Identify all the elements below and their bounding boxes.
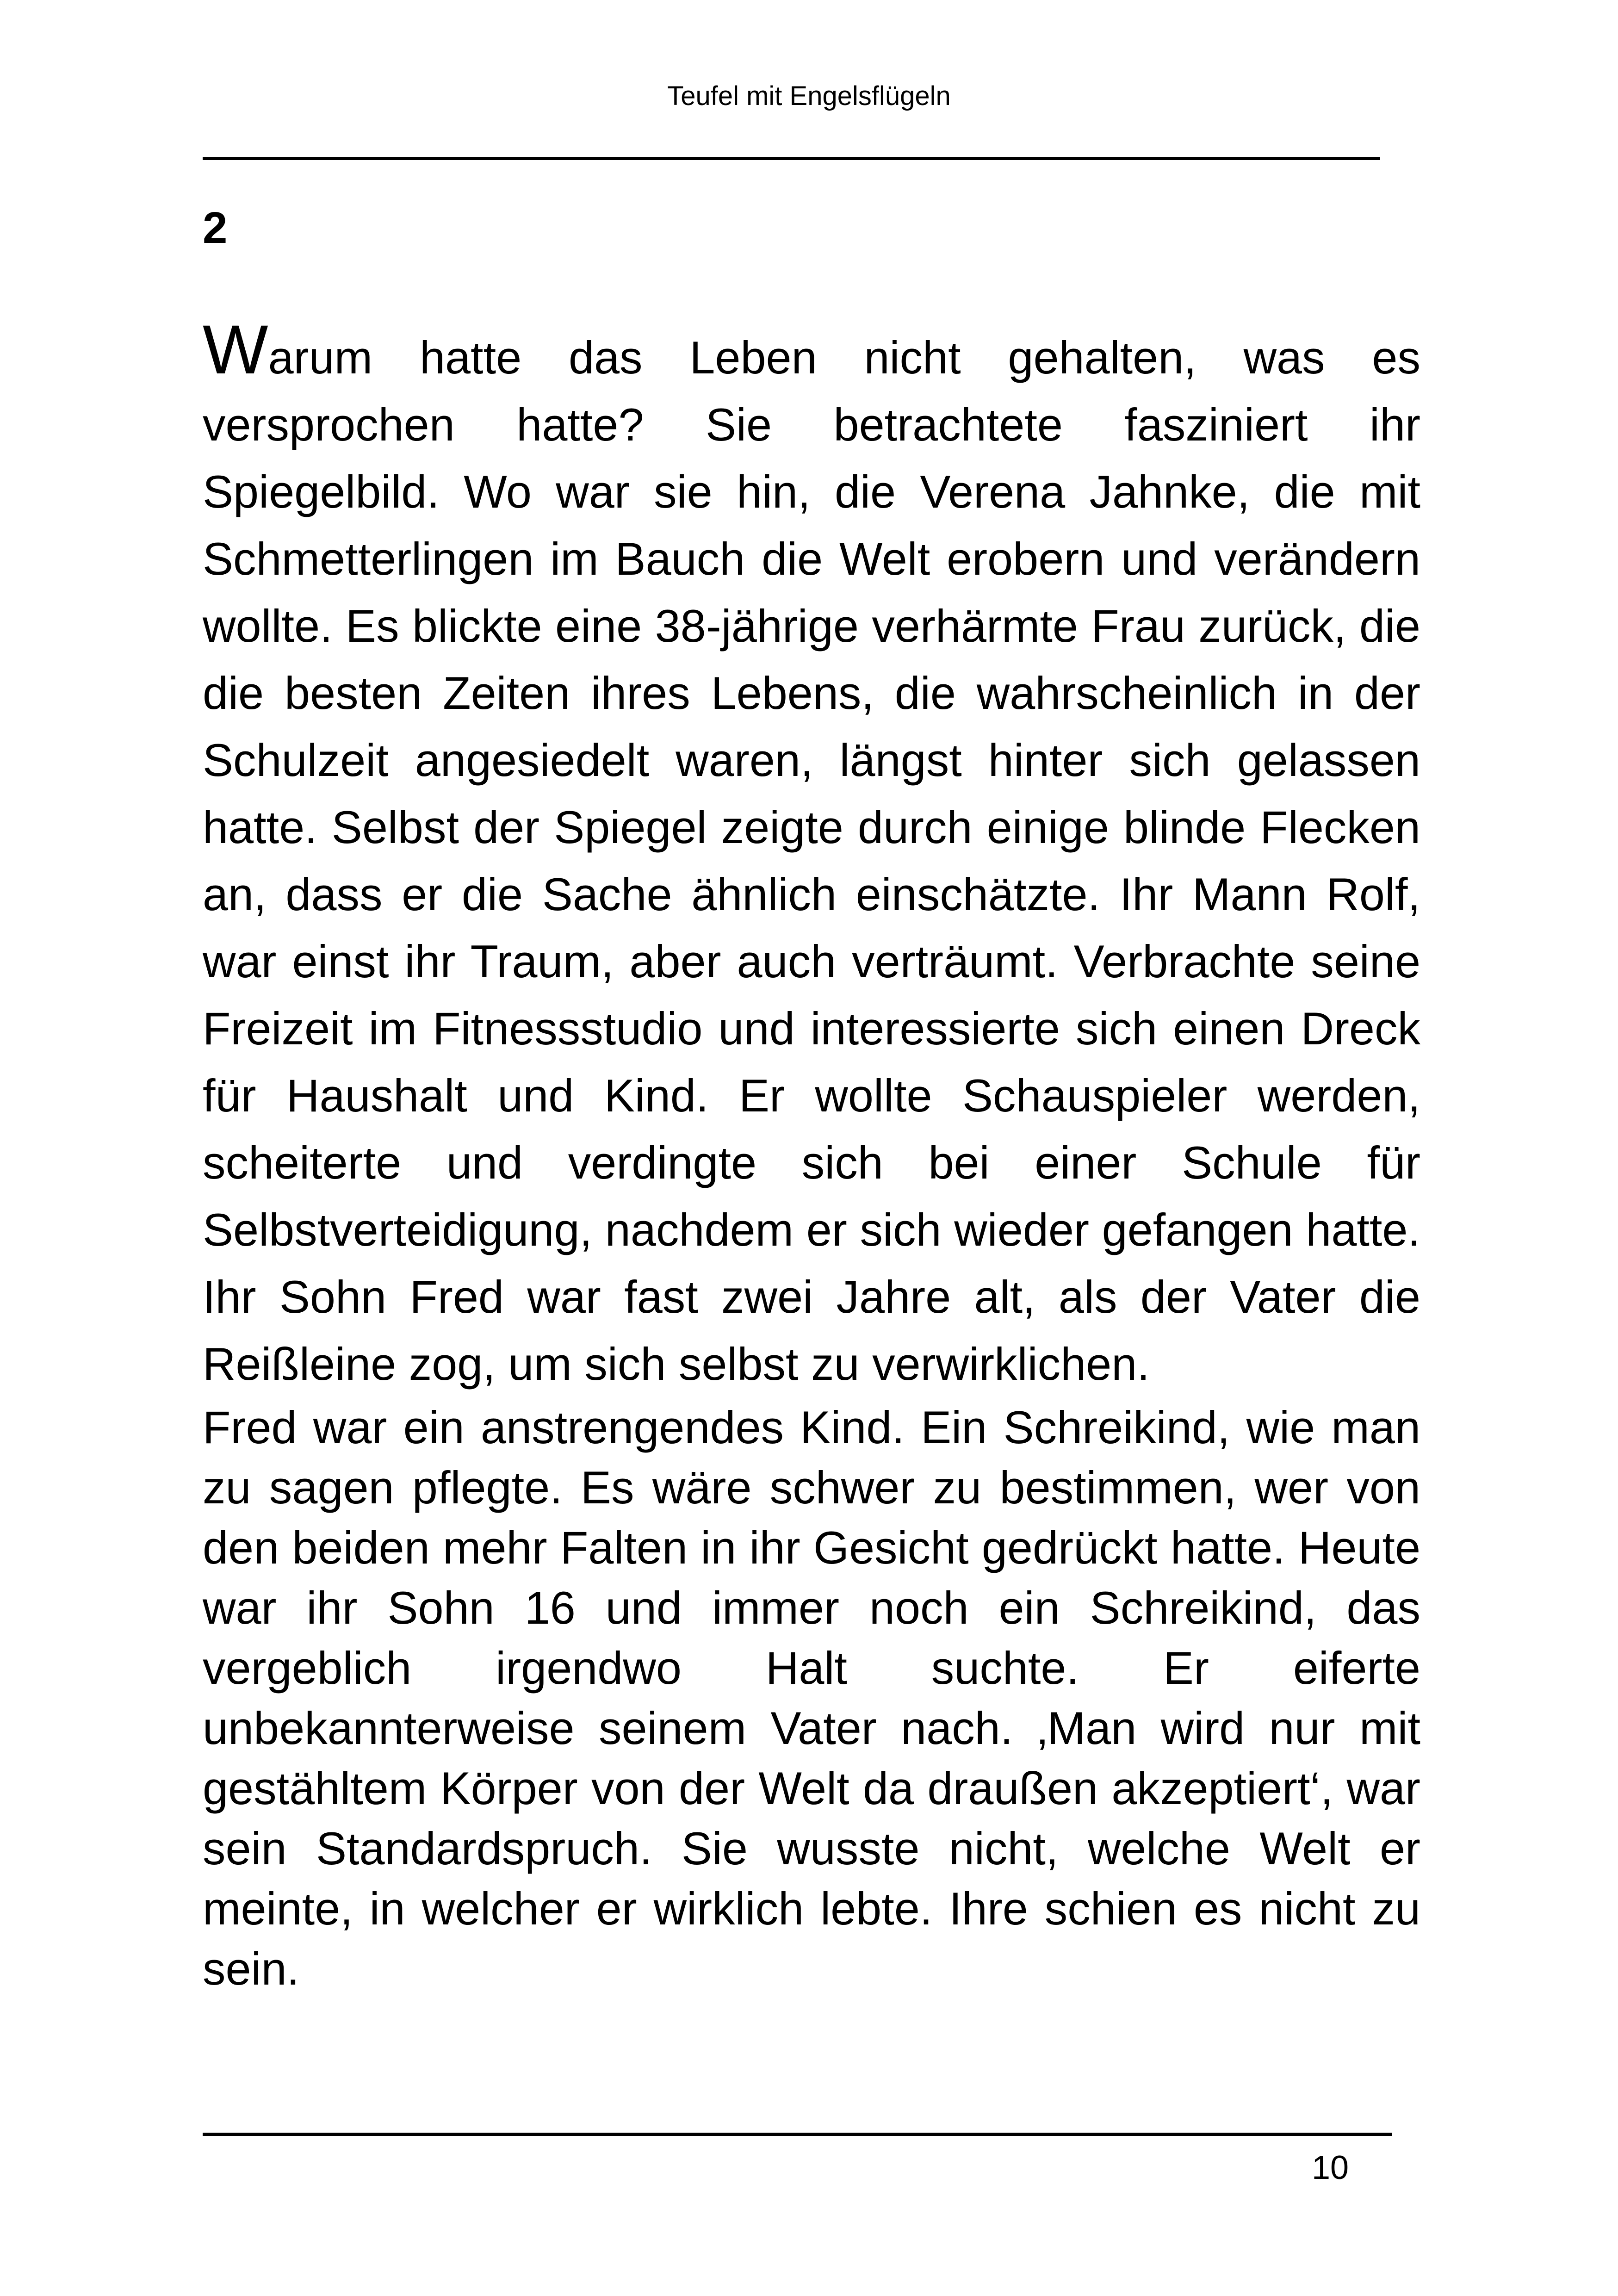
paragraph-1 [203, 310, 1420, 1397]
chapter-body [203, 310, 1420, 1999]
paragraph-1-text: arum hatte das Leben nicht gehalten, was es versprochen hatte? Sie betrachtete fasziniert ihr Spiegelbild. Wo war sie hin, die Verena Jahnke, die mit Schmetterlingen im Bauch die Welt erobern und verändern wollte. Es blickte eine 38-jährige verhärmte Frau zurück, die die besten Zeiten ihres Lebens, die wahrscheinlich in der Schulzeit angesiedelt waren, längst hinter sich gelassen hatte. Selbst der Spiegel zeigte durch einige blinde Flecken an, dass er die Sache ähnlich einschätzte. Ihr Mann Rolf, war einst ihr Traum, aber auch verträumt. Verbrachte seine Freizeit im Fitnessstudio und interessierte sich einen Dreck für Haushalt und Kind. Er wollte Schauspieler werden, scheiterte und verdingte sich bei einer Schule für Selbstverteidigung, nachdem er sich wieder gefangen hatte. Ihr Sohn Fred war fast zwei Jahre alt, als der Vater die Reißleine zog, um sich selbst zu verwirklichen. [203, 332, 1420, 1390]
page-number: 10 [1311, 2149, 1349, 2186]
chapter-number: 2 [203, 203, 228, 253]
footer-rule [203, 2133, 1392, 2136]
paragraph-2: Fred war ein anstrengendes Kind. Ein Schreikind, wie man zu sagen pflegte. Es wäre schwer zu bestimmen, wer von den beiden mehr Falten in ihr Gesicht gedrückt hatte. Heute war ihr Sohn 16 und immer noch ein Schreikind, das vergeblich irgendwo Halt suchte. Er eiferte unbekannterweise seinem Vater nach. ‚Man wird nur mit gestähltem Körper von der Welt da draußen akzeptiert‘, war sein Standardspruch. Sie wusste nicht, welche Welt er meinte, in welcher er wirklich lebte. Ihre schien es nicht zu sein. [203, 1402, 1420, 1994]
running-header: Teufel mit Engelsflügeln [667, 81, 951, 111]
header-rule [203, 157, 1380, 160]
initial-letter: W [203, 310, 268, 388]
